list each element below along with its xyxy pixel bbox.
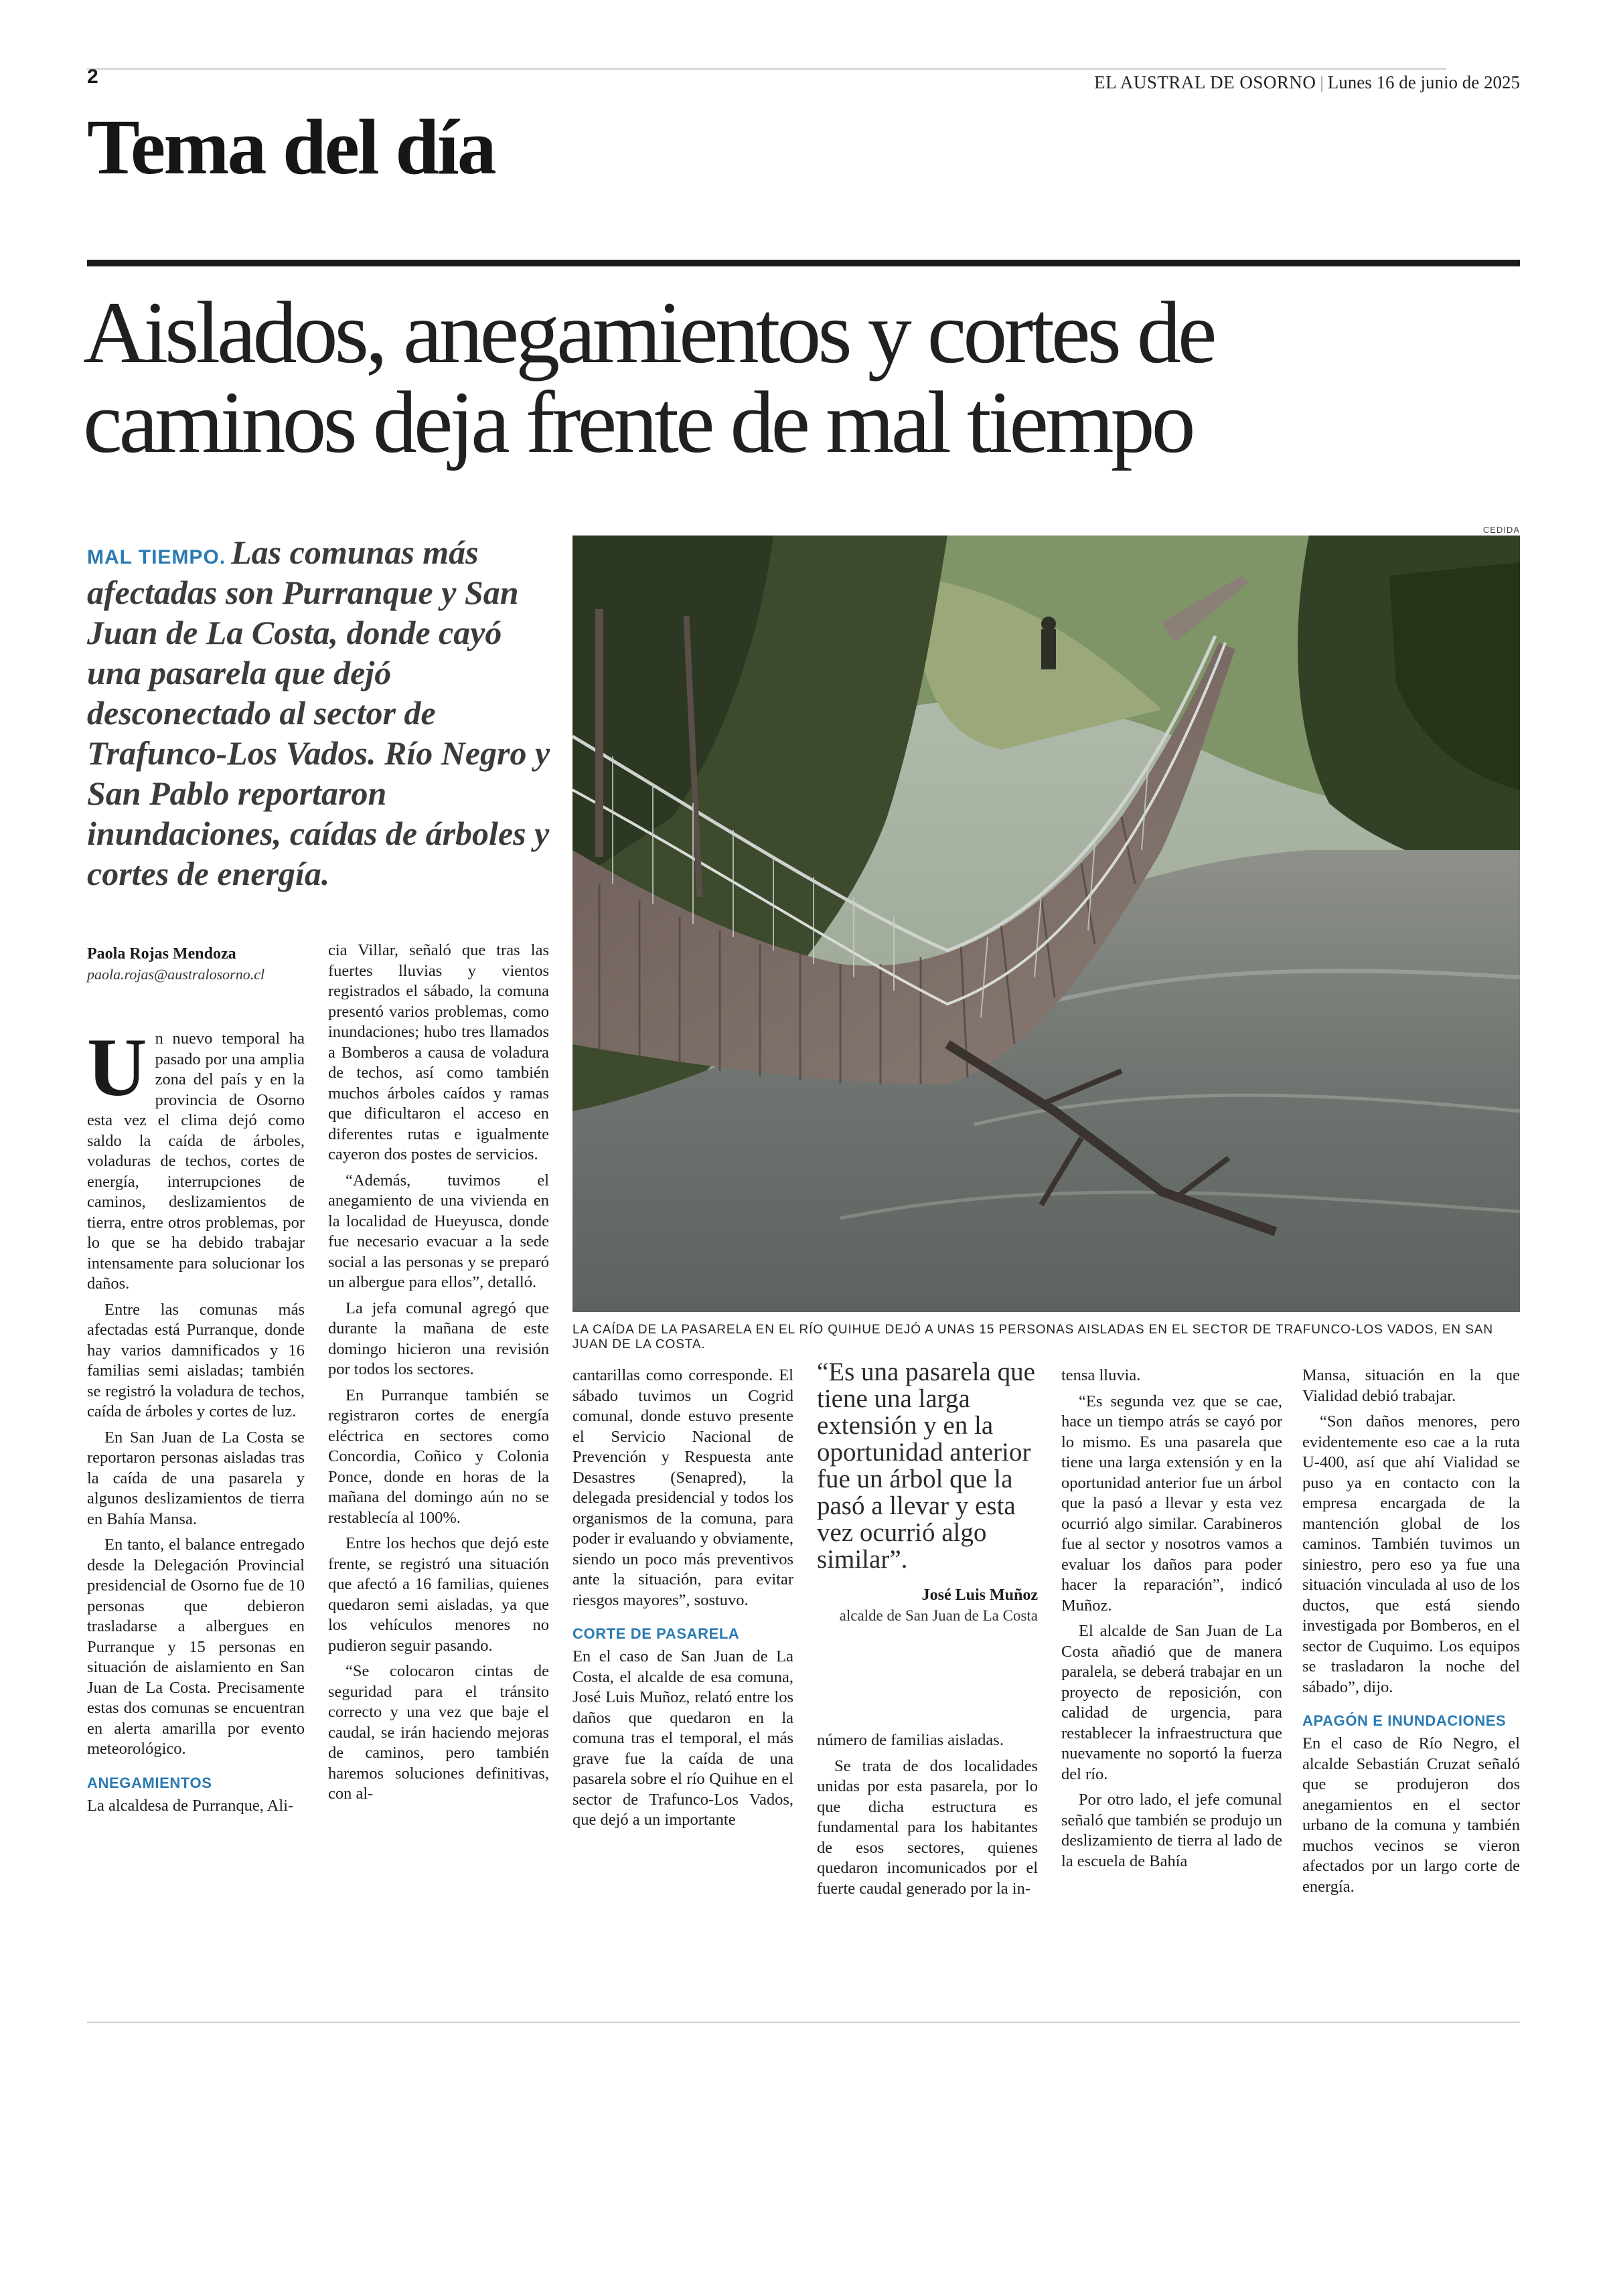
paragraph: En Purranque también se registraron cortes de energía eléctrica en sectores como Concordia, Coñico y Colonia Ponce, donde en horas de la mañana del domingo aún no se restablecía al 100%. xyxy=(328,1386,549,1527)
paragraph-text: n nuevo temporal ha pasado por una amplia zona del país y en la provincia de Osorno esta vez el clima dejó como saldo la caída de árboles, voladuras de techos, cortes de energía, interrupciones de caminos, deslizamientos de tierra, entre otros problemas, por lo que se ha debido trabajar intensamente para solucionar los daños. xyxy=(87,1030,305,1293)
pull-quote-text: “Es una pasarela que tiene una larga extensión y en la oportunidad anterior fue un árbol que la pasó a llevar y esta vez ocurrió algo similar”. xyxy=(817,1358,1035,1574)
paragraph: En el caso de San Juan de La Costa, el alcalde de esa comuna, José Luis Muñoz, relató entre los daños que quedaron en la comuna tras el temporal, el más grave fue la caída de una pasarela sobre el río Quihue en el sector de Trafunco-Los Vados, que dejó a un importante xyxy=(572,1647,793,1829)
issue-date: Lunes 16 de junio de 2025 xyxy=(1327,72,1520,92)
header-rule xyxy=(87,68,1446,70)
footbridge-river-illustration xyxy=(572,536,1520,1312)
article-column-1 xyxy=(87,944,305,1821)
paragraph: La alcaldesa de Purranque, Ali- xyxy=(87,1796,294,1815)
section-rule xyxy=(87,260,1520,266)
lede-text: Las comunas más afectadas son Purranque y San Juan de La Costa, donde cayó una pasarela que dejó desconectado al sector de Trafunco-Los Vados. Río Negro y San Pablo reportaron inundaciones, caídas de árboles y cortes de energía. xyxy=(87,534,550,892)
drop-cap: U xyxy=(87,1021,147,1113)
paragraph: En el caso de Río Negro, el alcalde Sebastián Cruzat señaló que se produjeron dos anegamientos en el sector urbano de la comuna y también muchos vecinos se vieron afectados por un largo corte de energía. xyxy=(1302,1734,1520,1896)
article-photo-collapsed-footbridge xyxy=(572,536,1520,1312)
article-column-4 xyxy=(817,1730,1038,1904)
photo-credit: CEDIDA xyxy=(1482,525,1520,535)
subheading-anegamientos: ANEGAMIENTOS xyxy=(87,1774,212,1791)
article-column-3 xyxy=(572,1366,793,1836)
paragraph: En San Juan de La Costa se reportaron personas aisladas tras la caída de una pasarela y algunos deslizamientos de tierra en Bahía Mansa. xyxy=(87,1428,305,1528)
bottom-rule xyxy=(87,2022,1520,2023)
headline-line-1: Aislados, anegamientos y cortes de xyxy=(83,283,1214,382)
paragraph: “Son daños menores, pero evidentemente eso cae a la ruta U-400, así que ahí Vialidad se puso ya en contacto con la empresa encargada de la mantención global de los caminos. También tuvimos un siniestro, pero eso ya fue una situación vinculada al uso de los ductos, que está siendo investigada por Bomberos, en el sector de Cuquimo. Los equipos se trasladaron la noche del sábado”, dijo. xyxy=(1302,1412,1520,1696)
paper-name: EL AUSTRAL DE OSORNO xyxy=(1094,72,1316,92)
paragraph: El alcalde de San Juan de La Costa añadió que de manera paralela, se deberá trabajar en un proyecto de reposición, con calidad de urgencia, para restablecer la infraestructura que nuevamente no soportó la fuerza del río. xyxy=(1061,1622,1282,1783)
byline-email: paola.rojas@australosorno.cl xyxy=(87,965,265,983)
paragraph: “Se colocaron cintas de seguridad para el tránsito correcto y una vez que baje el caudal, se irán haciendo mejoras de caminos, pero también haremos soluciones definitivas, con al- xyxy=(328,1662,549,1803)
paragraph: tensa lluvia. xyxy=(1061,1366,1141,1384)
paragraph: Entre las comunas más afectadas está Purranque, donde hay varios damnificados y 16 familias semi aisladas; también se registró la voladura de techos, caída de árboles y cortes de luz. xyxy=(87,1300,305,1420)
header-separator: | xyxy=(1320,72,1324,92)
pull-quote xyxy=(817,1359,1038,1626)
newspaper-header xyxy=(1094,72,1520,93)
article-column-2 xyxy=(328,940,549,1810)
article-lede xyxy=(87,532,556,894)
paragraph: “Es segunda vez que se cae, hace un tiempo atrás se cayó por lo mismo. Es una pasarela que tiene una larga extensión y en la oportunidad anterior fue un árbol que la pasó a llevar y esta vez ocurrió algo similar. Carabineros fue al sector y nosotros vamos a evaluar los daños para poder hacer la reparación”, indicó Muñoz. xyxy=(1061,1392,1282,1615)
paragraph: número de familias aisladas. xyxy=(817,1731,1004,1749)
article-column-6 xyxy=(1302,1366,1520,1902)
photo-caption: LA CAÍDA DE LA PASARELA EN EL RÍO QUIHUE DEJÓ A UNAS 15 PERSONAS AISLADAS EN EL SECTOR DE TRAFUNCO-LOS VADOS, EN SAN JUAN DE LA COSTA. xyxy=(572,1323,1493,1351)
page-number: 2 xyxy=(87,66,98,88)
pull-quote-role: alcalde de San Juan de La Costa xyxy=(839,1607,1038,1624)
paragraph: cia Villar, señaló que tras las fuertes lluvias y vientos registrados el sábado, la comuna presentó varios problemas, como inundaciones; hubo tres llamados a Bomberos a causa de voladura de techos, así como también muchos árboles caídos y ramas que dificultaron el acceso en diferentes rutas e igualmente cayeron dos postes de servicios. xyxy=(328,941,549,1163)
pull-quote-name: José Luis Muñoz xyxy=(921,1586,1038,1604)
paragraph: Por otro lado, el jefe comunal señaló que también se produjo un deslizamiento de tierra al lado de la escuela de Bahía xyxy=(1061,1791,1282,1870)
article-headline xyxy=(83,283,1529,471)
paragraph: Mansa, situación en la que Vialidad debió trabajar. xyxy=(1302,1366,1520,1405)
paragraph: La jefa comunal agregó que durante la mañana de este domingo hicieron una revisión por todos los sectores. xyxy=(328,1299,549,1378)
paragraph: Entre los hechos que dejó este frente, se registró una situación que afectó a 16 familias, quienes quedaron semi aisladas, ya que los vehículos menores no pudieron seguir pasando. xyxy=(328,1534,549,1655)
subheading-apagon-e-inundaciones: APAGÓN E INUNDACIONES xyxy=(1302,1712,1507,1729)
headline-line-2: caminos deja frente de mal tiempo xyxy=(83,373,1193,471)
article-column-5 xyxy=(1061,1366,1282,1877)
lede-kicker: MAL TIEMPO. xyxy=(87,546,226,568)
paragraph: cantarillas como corresponde. El sábado tuvimos un Cogrid comunal, donde estuvo presente el Servicio Nacional de Prevención y Respuesta ante Desastres (Senapred), la delegada presidencial y todos los organismos de la comuna, para poder ir evaluando y obviamente, siendo un poco más preventivos ante la situación, para evitar riesgos mayores”, sostuvo. xyxy=(572,1366,793,1609)
paragraph xyxy=(87,1021,305,1295)
paragraph: Se trata de dos localidades unidas por esta pasarela, por lo que dicha estructura es fundamental para los habitantes de esos sectores, quienes quedaron incomunicados por el fuerte caudal generado por la in- xyxy=(817,1756,1038,1898)
paragraph: “Además, tuvimos el anegamiento de una vivienda en la localidad de Hueyusca, donde fue necesario evacuar a la sede social a las personas y se preparó un albergue para ellos”, detalló. xyxy=(328,1171,549,1291)
paragraph: En tanto, el balance entregado desde la Delegación Provincial presidencial de Osorno fue de 10 personas que debieron trasladarse a albergues en Purranque y 15 personas en situación de aislamiento en San Juan de La Costa. Precisamente estas dos comunas se encuentran en alerta amarilla por evento meteorológico. xyxy=(87,1536,305,1758)
byline-author: Paola Rojas Mendoza xyxy=(87,945,236,963)
section-title: Tema del día xyxy=(87,103,495,191)
subheading-corte-de-pasarela: CORTE DE PASARELA xyxy=(572,1625,740,1642)
